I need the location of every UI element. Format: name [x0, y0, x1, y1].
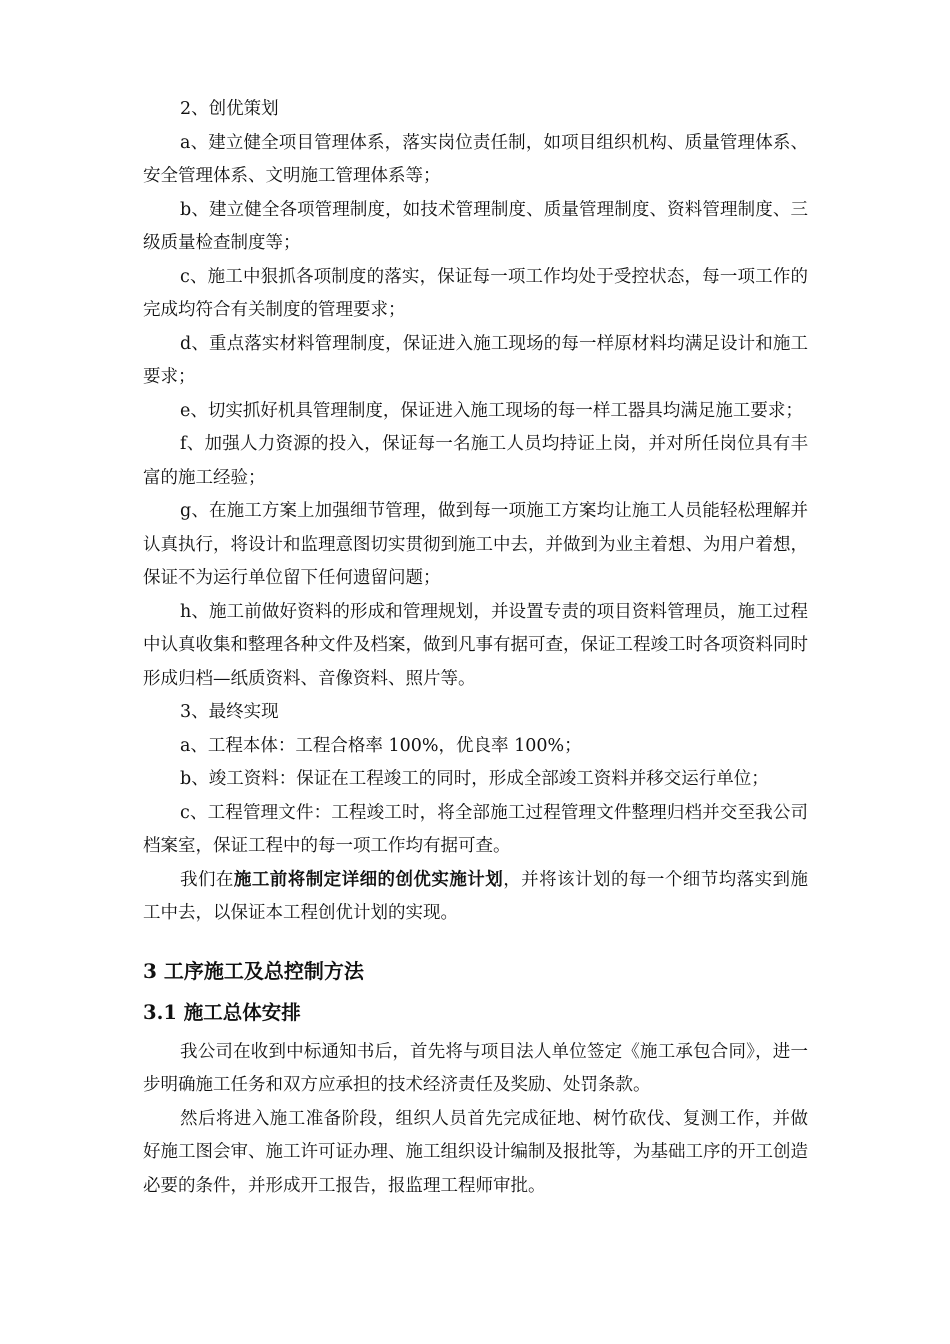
subheading-planning: 2、创优策划 [180, 99, 279, 119]
closing-prefix: 我们在 [180, 869, 234, 890]
list-item-f: f、加强人力资源的投入，保证每一名施工人员均持证上岗，并对所任岗位具有丰富的施工经验； [143, 434, 808, 488]
list-item-h: h、施工前做好资料的形成和管理规划，并设置专责的项目资料管理员，施工过程中认真收集和整理各种文件及档案，做到凡事有据可查，保证工程竣工时各项资料同时形成归档—纸质资料、音像资料、照片等。 [143, 601, 808, 689]
closing-bold: 施工前将制定详细的创优实施计划 [233, 869, 504, 890]
section-paragraph-2: 然后将进入施工准备阶段，组织人员首先完成征地、树竹砍伐、复测工作，并做好施工图会审、施工许可证办理、施工组织设计编制及报批等，为基础工序的开工创造必要的条件，并形成开工报告，报监理工程师审批。 [143, 1108, 808, 1196]
subheading-final: 3、最终实现 [180, 702, 279, 722]
section-title: 3 工序施工及总控制方法 [143, 958, 364, 983]
list-item-e: e、切实抓好机具管理制度，保证进入施工现场的每一样工器具均满足施工要求； [180, 400, 803, 421]
result-item-c: c、工程管理文件：工程竣工时，将全部施工过程管理文件整理归档并交至我公司档案室，保证工程中的每一项工作均有据可查。 [143, 802, 808, 856]
list-item-b: b、建立健全各项管理制度，如技术管理制度、质量管理制度、资料管理制度、三级质量检查制度等； [143, 199, 808, 253]
list-item-c: c、施工中狠抓各项制度的落实，保证每一项工作均处于受控状态，每一项工作的完成均符合有关制度的管理要求； [143, 266, 808, 320]
result-item-b: b、竣工资料：保证在工程竣工的同时，形成全部竣工资料并移交运行单位； [180, 769, 769, 789]
section-paragraph-1: 我公司在收到中标通知书后，首先将与项目法人单位签定《施工承包合同》，进一步明确施工任务和双方应承担的技术经济责任及奖励、处罚条款。 [143, 1041, 808, 1095]
result-item-a: a、工程本体：工程合格率 100%，优良率 100%； [180, 735, 582, 756]
list-item-g: g、在施工方案上加强细节管理，做到每一项施工方案均让施工人员能轻松理解并认真执行，将设计和监理意图切实贯彻到施工中去，并做到为业主着想、为用户着想，保证不为运行单位留下任何遗留问题； [143, 501, 808, 588]
list-item-d: d、重点落实材料管理制度，保证进入施工现场的每一样原材料均满足设计和施工要求； [143, 333, 808, 387]
closing-suffix: ，并将该计划的每一个细节均落实到施工中去，以保证本工程创优计划的实现。 [143, 869, 809, 923]
subsection-title: 3.1 施工总体安排 [143, 1000, 301, 1024]
closing-paragraph [143, 864, 808, 931]
list-item-a: a、建立健全项目管理体系，落实岗位责任制，如项目组织机构、质量管理体系、安全管理体系、文明施工管理体系等； [143, 132, 808, 186]
document-body [143, 93, 808, 1203]
